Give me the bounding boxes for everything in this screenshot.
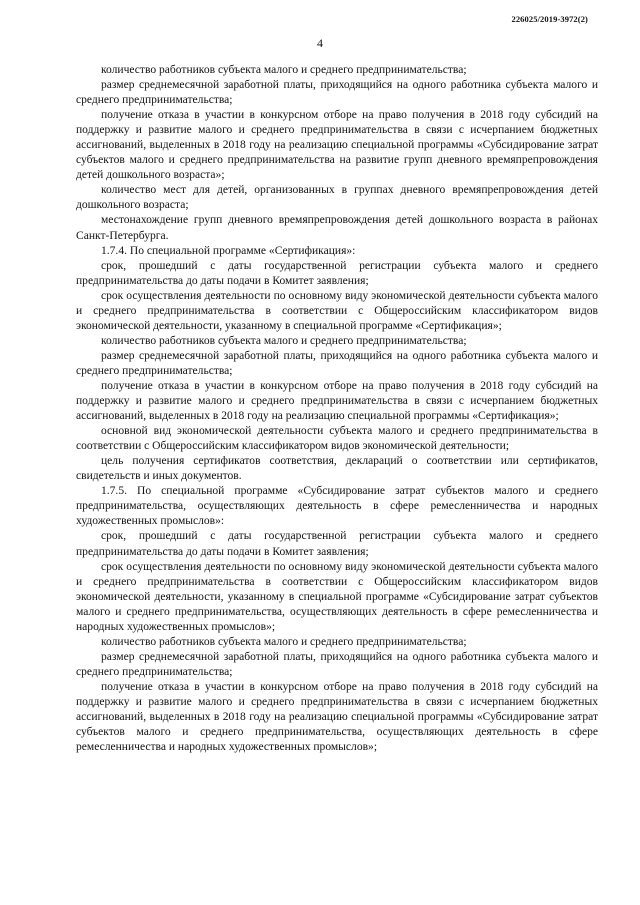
paragraph: получение отказа в участии в конкурсном отборе на право получения в 2018 году субсидий на поддержку и развитие малого и среднего предпринимательства в связи с исчерпанием бюджетных ассигнований, выделенных в 2018 году на реализацию специальной программы «Сертификация»; — [76, 379, 598, 423]
paragraph: срок осуществления деятельности по основному виду экономической деятельности субъекта малого и среднего предпринимательства в соответствии с Общероссийским классификатором видов экономической деятельности, указанному в специальной программе «Сертификация»; — [76, 289, 598, 332]
page-number: 4 — [317, 36, 323, 50]
paragraph: получение отказа в участии в конкурсном отборе на право получения в 2018 году субсидий на поддержку и развитие малого и среднего предпринимательства в связи с исчерпанием бюджетных ассигнований, выделенных в 2018 году на реализацию специальной программы «Субсидирование затрат субъектов малого и среднего предпринимательства, осуществляющих деятельность в сфере ремесленничества и народных художественных промыслов»; — [76, 680, 598, 754]
paragraph: размер среднемесячной заработной платы, приходящийся на одного работника субъекта малого и среднего предпринимательства; — [76, 79, 598, 107]
paragraph: цель получения сертификатов соответствия, деклараций о соответствии или сертификатов, свидетельств и иных документов. — [76, 455, 598, 483]
document-id: 226025/2019-3972(2) — [511, 14, 588, 24]
paragraph: размер среднемесячной заработной платы, приходящийся на одного работника субъекта малого и среднего предпринимательства; — [76, 650, 598, 678]
paragraph: срок, прошедший с даты государственной регистрации субъекта малого и среднего предпринимательства до даты подачи в Комитет заявления; — [76, 530, 598, 558]
paragraph: срок осуществления деятельности по основному виду экономической деятельности субъекта малого и среднего предпринимательства в соответствии с Общероссийским классификатором видов экономической деятельности, указанному в специальной программе «Субсидирование затрат субъектов малого и среднего предпринимательства, осуществляющих деятельность в сфере ремесленничества и народных художественных промыслов»; — [76, 560, 598, 633]
paragraph: количество работников субъекта малого и среднего предпринимательства; — [101, 334, 467, 347]
paragraph: срок, прошедший с даты государственной регистрации субъекта малого и среднего предпринимательства до даты подачи в Комитет заявления; — [76, 259, 598, 287]
paragraph: количество работников субъекта малого и среднего предпринимательства; — [101, 64, 467, 76]
paragraph: получение отказа в участии в конкурсном отборе на право получения в 2018 году субсидий на поддержку и развитие малого и среднего предпринимательства в связи с исчерпанием бюджетных ассигнований, выделенных в 2018 году на реализацию специальной программы «Субсидирование затрат субъектов малого и среднего предпринимательства на развитие групп дневного времяпрепровождения детей дошкольного возраста»; — [76, 109, 598, 182]
paragraph: местонахождение групп дневного времяпрепровождения детей дошкольного возраста в районах Санкт-Петербурга. — [76, 214, 598, 242]
paragraph: количество мест для детей, организованных в группах дневного времяпрепровождения детей дошкольного возраста; — [76, 184, 598, 212]
paragraph: количество работников субъекта малого и среднего предпринимательства; — [101, 635, 467, 648]
document-body — [76, 63, 598, 755]
paragraph: основной вид экономической деятельности субъекта малого и среднего предпринимательства в соответствии с Общероссийским классификатором видов экономической деятельности; — [76, 425, 598, 453]
section-heading-1-7-5: 1.7.5. По специальной программе «Субсидирование затрат субъектов малого и среднего предпринимательства, осуществляющих деятельность в сфере ремесленничества и народных художественных промыслов»: — [76, 485, 598, 528]
paragraph: размер среднемесячной заработной платы, приходящийся на одного работника субъекта малого и среднего предпринимательства; — [76, 349, 598, 377]
section-heading-1-7-4: 1.7.4. По специальной программе «Сертификация»: — [101, 244, 356, 257]
